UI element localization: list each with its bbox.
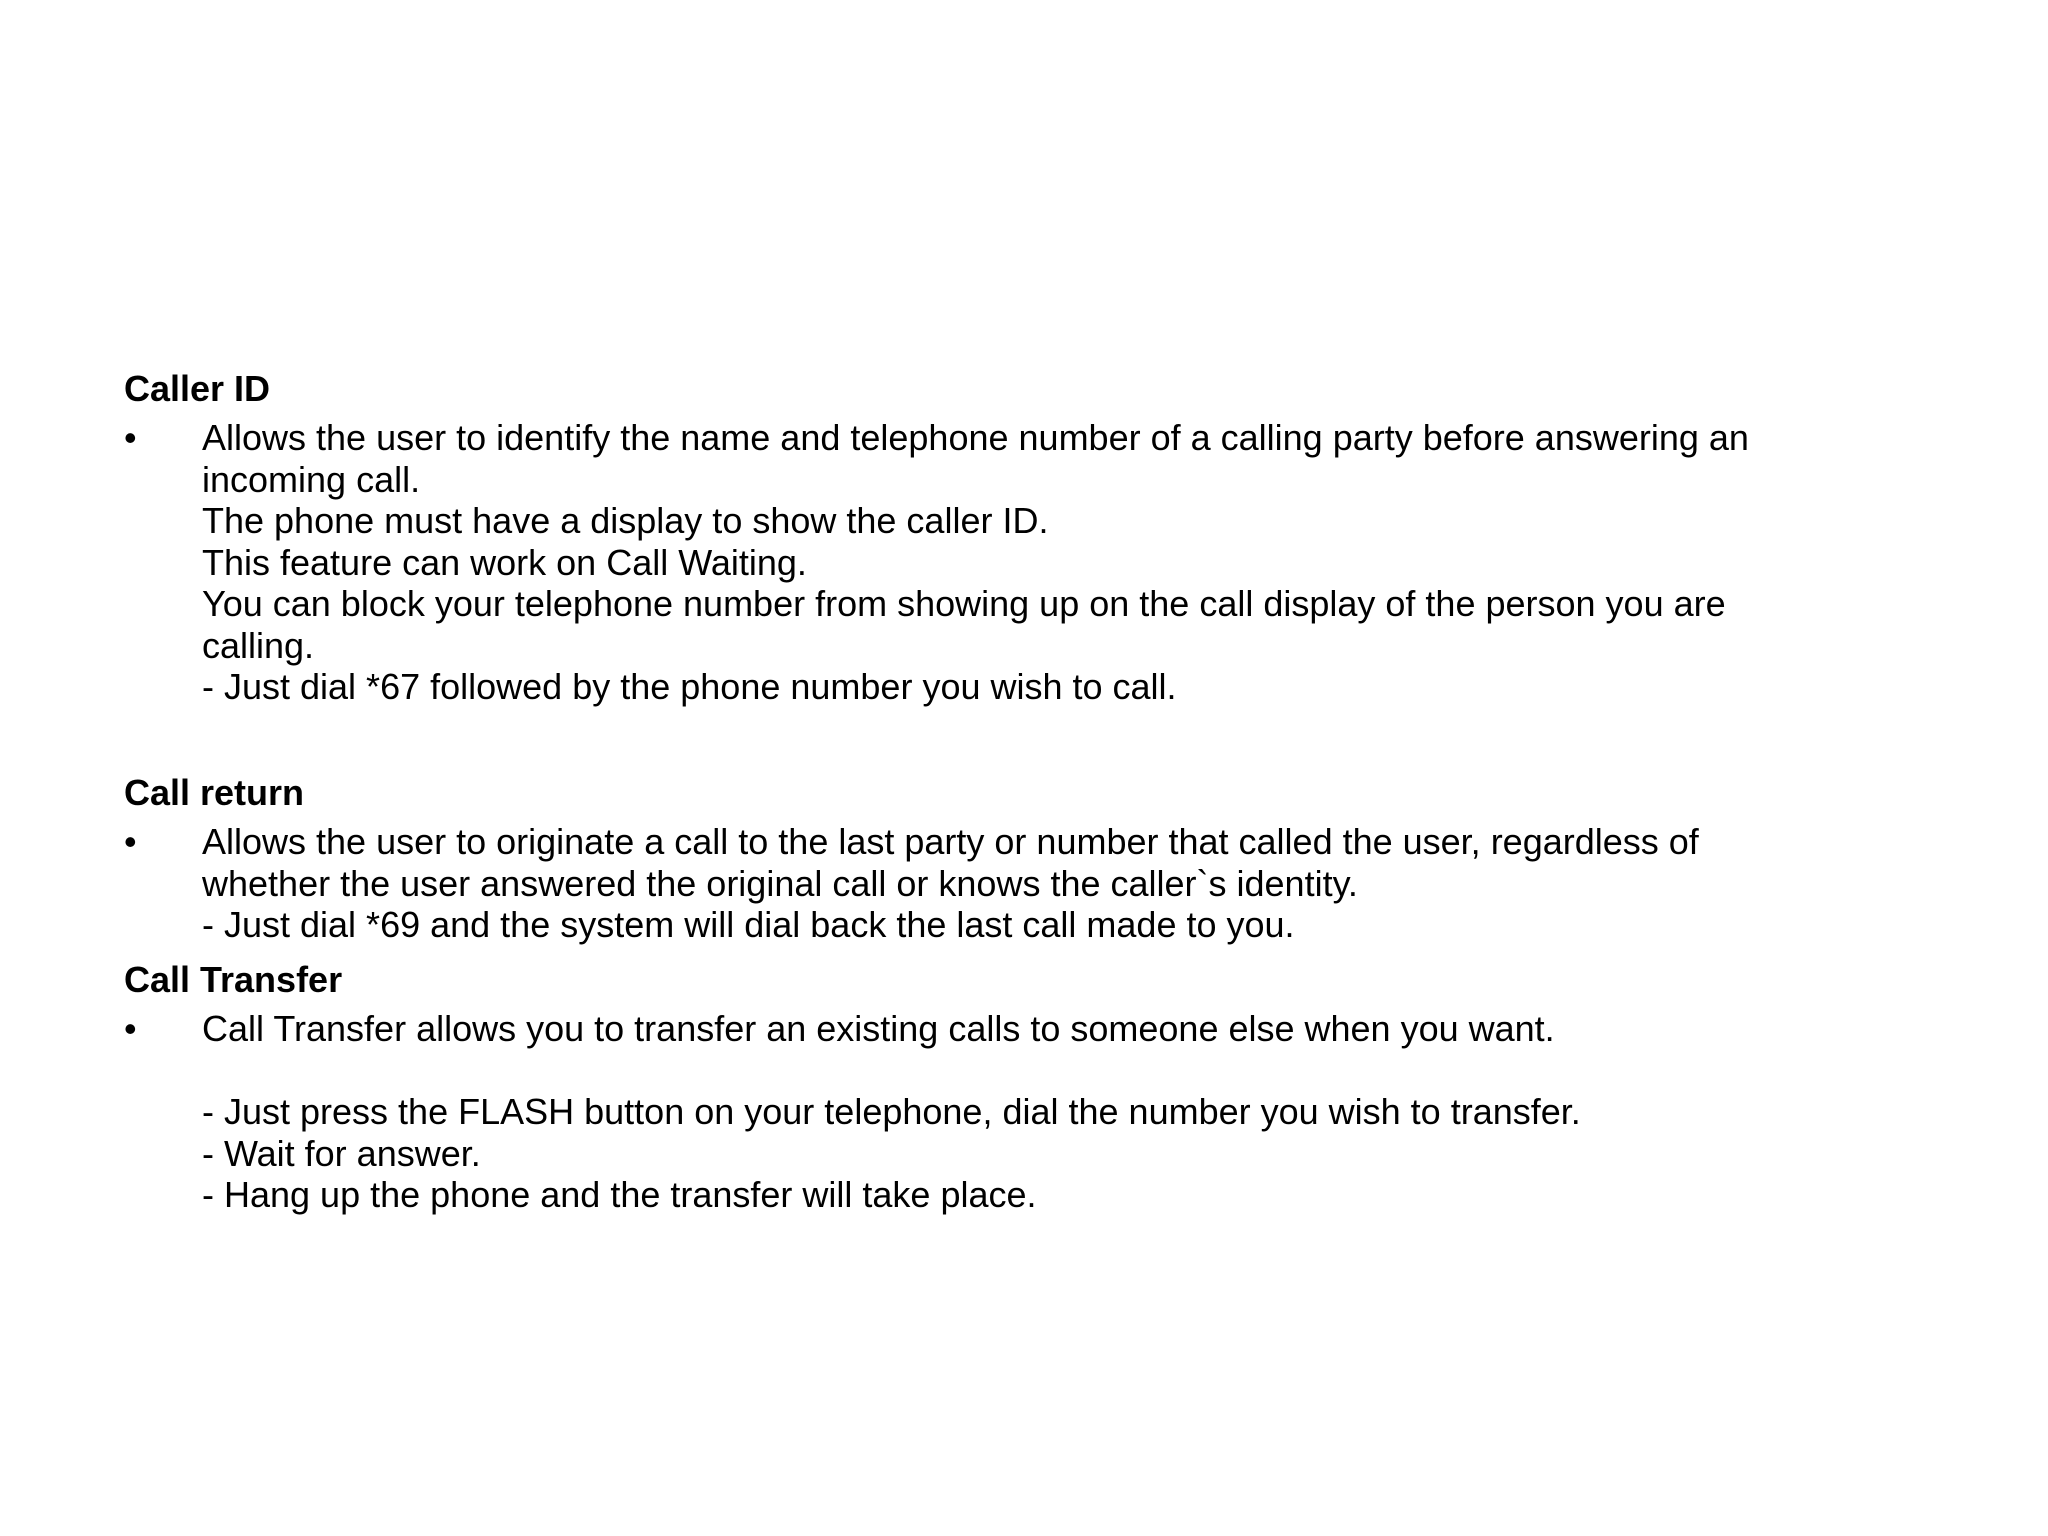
section-heading: Call return xyxy=(124,772,305,813)
bullet-item xyxy=(124,1008,1984,1216)
text-line: This feature can work on Call Waiting. xyxy=(202,541,807,583)
section-call-transfer xyxy=(124,959,1984,1216)
text-line: The phone must have a display to show the caller ID. xyxy=(202,500,1049,541)
text-line: Allows the user to identify the name and telephone number of a calling party before answering an xyxy=(202,417,1749,458)
bullet-icon: • xyxy=(124,1008,137,1049)
text-line: Call Transfer allows you to transfer an existing calls to someone else when you want. xyxy=(202,1008,1555,1049)
text-line: - Hang up the phone and the transfer will take place. xyxy=(202,1174,1037,1215)
bullet-icon: • xyxy=(124,821,137,862)
section-call-return xyxy=(124,772,1984,946)
text-line: calling. xyxy=(202,624,315,666)
bullet-item xyxy=(124,417,1984,708)
text-line: Allows the user to originate a call to the last party or number that called the user, regardless of xyxy=(202,821,1699,862)
section-heading: Caller ID xyxy=(124,368,271,409)
bullet-item xyxy=(124,821,1984,946)
bullet-icon: • xyxy=(124,417,137,458)
bullet-text xyxy=(202,1008,1984,1216)
text-line: - Just dial *69 and the system will dial back the last call made to you. xyxy=(202,904,1295,945)
text-line: - Just dial *67 followed by the phone number you wish to call. xyxy=(202,666,1177,707)
bullet-text xyxy=(202,821,1984,946)
section-heading: Call Transfer xyxy=(124,959,343,1000)
text-line: whether the user answered the original call or knows the caller`s identity. xyxy=(202,862,1358,904)
text-line: You can block your telephone number from showing up on the call display of the person you are xyxy=(202,583,1726,624)
text-line: - Wait for answer. xyxy=(202,1132,481,1174)
section-caller-id xyxy=(124,368,1984,708)
text-line: incoming call. xyxy=(202,458,421,500)
text-line: - Just press the FLASH button on your telephone, dial the number you wish to transfer. xyxy=(202,1091,1581,1132)
spacer xyxy=(202,1050,1984,1092)
bullet-text xyxy=(202,417,1984,708)
